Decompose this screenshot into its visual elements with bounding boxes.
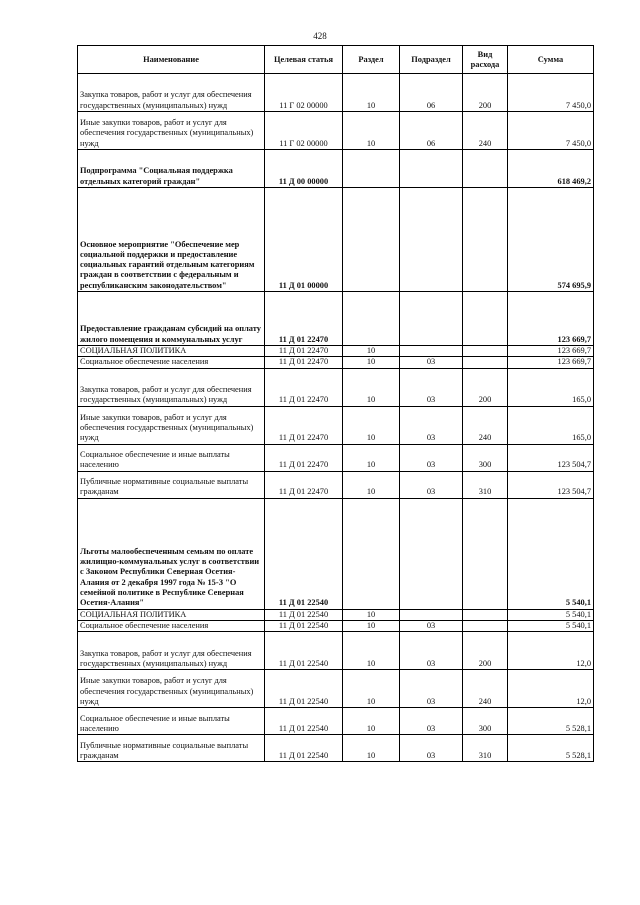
cell-sum: 123 504,7 xyxy=(508,444,594,471)
cell-subsection: 03 xyxy=(400,735,463,762)
table-row xyxy=(78,346,594,357)
table-row xyxy=(78,74,594,112)
cell-type: 310 xyxy=(463,735,508,762)
cell-section xyxy=(343,292,400,346)
cell-code: 11 Д 01 00000 xyxy=(265,188,343,292)
cell-type xyxy=(463,620,508,631)
cell-section: 10 xyxy=(343,74,400,112)
cell-name: Закупка товаров, работ и услуг для обеспечения государственных (муниципальных) нужд xyxy=(78,632,265,670)
cell-code: 11 Д 01 22540 xyxy=(265,708,343,735)
cell-subsection xyxy=(400,292,463,346)
cell-code: 11 Д 01 22540 xyxy=(265,670,343,708)
cell-subsection: 03 xyxy=(400,670,463,708)
table-row xyxy=(78,670,594,708)
cell-code: 11 Д 01 22470 xyxy=(265,368,343,406)
table-row xyxy=(78,292,594,346)
cell-section: 10 xyxy=(343,368,400,406)
cell-type xyxy=(463,357,508,368)
cell-name: Публичные нормативные социальные выплаты гражданам xyxy=(78,735,265,762)
cell-code: 11 Д 01 22540 xyxy=(265,735,343,762)
cell-name: Социальное обеспечение и иные выплаты населению xyxy=(78,708,265,735)
cell-sum: 123 504,7 xyxy=(508,471,594,498)
cell-type: 240 xyxy=(463,406,508,444)
cell-subsection: 03 xyxy=(400,632,463,670)
cell-section: 10 xyxy=(343,609,400,620)
cell-name: Основное мероприятие "Обеспечение мер социальной поддержки и предоставление социальных гарантий отдельным категориям граждан в соответствии с федеральным и республиканским законодательством" xyxy=(78,188,265,292)
cell-type: 200 xyxy=(463,368,508,406)
cell-sum: 5 540,1 xyxy=(508,609,594,620)
cell-sum: 5 528,1 xyxy=(508,708,594,735)
cell-subsection: 03 xyxy=(400,620,463,631)
table-row xyxy=(78,188,594,292)
cell-sum: 7 450,0 xyxy=(508,112,594,150)
cell-subsection: 03 xyxy=(400,471,463,498)
table-row xyxy=(78,620,594,631)
table-row xyxy=(78,609,594,620)
cell-section xyxy=(343,150,400,188)
cell-subsection xyxy=(400,498,463,609)
cell-code: 11 Д 01 22470 xyxy=(265,346,343,357)
header-code: Целевая статья xyxy=(265,46,343,74)
page-number: 428 xyxy=(313,31,327,41)
cell-type: 240 xyxy=(463,670,508,708)
cell-code: 11 Д 01 22540 xyxy=(265,498,343,609)
cell-name: Закупка товаров, работ и услуг для обеспечения государственных (муниципальных) нужд xyxy=(78,74,265,112)
budget-table xyxy=(77,45,594,762)
header-subsection: Подраздел xyxy=(400,46,463,74)
cell-code: 11 Д 01 22470 xyxy=(265,357,343,368)
cell-section: 10 xyxy=(343,735,400,762)
cell-type xyxy=(463,609,508,620)
cell-code: 11 Г 02 00000 xyxy=(265,74,343,112)
cell-subsection: 03 xyxy=(400,444,463,471)
cell-sum: 5 540,1 xyxy=(508,498,594,609)
cell-type xyxy=(463,346,508,357)
cell-name: Льготы малообеспеченным семьям по оплате жилищно-коммунальных услуг в соответствии с Законом Республики Северная Осетия-Алания от 2 декабря 1997 года № 15-З "О семейной политике в Республике Северная Осетия-Алания" xyxy=(78,498,265,609)
cell-type: 200 xyxy=(463,632,508,670)
cell-code: 11 Д 01 22470 xyxy=(265,471,343,498)
cell-sum: 618 469,2 xyxy=(508,150,594,188)
table-row xyxy=(78,498,594,609)
cell-type: 310 xyxy=(463,471,508,498)
cell-sum: 123 669,7 xyxy=(508,292,594,346)
cell-section: 10 xyxy=(343,471,400,498)
cell-sum: 165,0 xyxy=(508,368,594,406)
cell-sum: 12,0 xyxy=(508,632,594,670)
cell-sum: 5 528,1 xyxy=(508,735,594,762)
table-row xyxy=(78,444,594,471)
cell-name: Социальное обеспечение населения xyxy=(78,620,265,631)
table-row xyxy=(78,357,594,368)
table-row xyxy=(78,708,594,735)
cell-section: 10 xyxy=(343,708,400,735)
cell-type: 300 xyxy=(463,444,508,471)
cell-subsection: 03 xyxy=(400,368,463,406)
cell-type xyxy=(463,498,508,609)
header-section: Раздел xyxy=(343,46,400,74)
cell-code: 11 Г 02 00000 xyxy=(265,112,343,150)
cell-subsection xyxy=(400,188,463,292)
cell-name: Закупка товаров, работ и услуг для обеспечения государственных (муниципальных) нужд xyxy=(78,368,265,406)
cell-name: Предоставление гражданам субсидий на оплату жилого помещения и коммунальных услуг xyxy=(78,292,265,346)
cell-section xyxy=(343,188,400,292)
cell-type xyxy=(463,292,508,346)
cell-section: 10 xyxy=(343,406,400,444)
cell-code: 11 Д 01 22470 xyxy=(265,444,343,471)
cell-name: Социальное обеспечение населения xyxy=(78,357,265,368)
cell-code: 11 Д 01 22540 xyxy=(265,632,343,670)
cell-name: Публичные нормативные социальные выплаты гражданам xyxy=(78,471,265,498)
cell-sum: 574 695,9 xyxy=(508,188,594,292)
cell-code: 11 Д 00 00000 xyxy=(265,150,343,188)
cell-section xyxy=(343,498,400,609)
cell-section: 10 xyxy=(343,346,400,357)
cell-subsection xyxy=(400,150,463,188)
cell-code: 11 Д 01 22470 xyxy=(265,292,343,346)
cell-name: СОЦИАЛЬНАЯ ПОЛИТИКА xyxy=(78,609,265,620)
cell-subsection: 06 xyxy=(400,112,463,150)
cell-type: 240 xyxy=(463,112,508,150)
header-sum: Сумма xyxy=(508,46,594,74)
cell-name: Социальное обеспечение и иные выплаты населению xyxy=(78,444,265,471)
cell-name: СОЦИАЛЬНАЯ ПОЛИТИКА xyxy=(78,346,265,357)
cell-subsection: 03 xyxy=(400,357,463,368)
cell-section: 10 xyxy=(343,357,400,368)
table-body xyxy=(78,74,594,762)
cell-code: 11 Д 01 22470 xyxy=(265,406,343,444)
cell-sum: 123 669,7 xyxy=(508,346,594,357)
cell-subsection: 06 xyxy=(400,74,463,112)
cell-type xyxy=(463,150,508,188)
cell-sum: 5 540,1 xyxy=(508,620,594,631)
cell-subsection: 03 xyxy=(400,708,463,735)
cell-sum: 123 669,7 xyxy=(508,357,594,368)
cell-subsection: 03 xyxy=(400,406,463,444)
cell-subsection xyxy=(400,346,463,357)
cell-section: 10 xyxy=(343,444,400,471)
cell-sum: 12,0 xyxy=(508,670,594,708)
table-header-row xyxy=(78,46,594,74)
cell-subsection xyxy=(400,609,463,620)
cell-name: Иные закупки товаров, работ и услуг для обеспечения государственных (муниципальных) нужд xyxy=(78,670,265,708)
cell-name: Иные закупки товаров, работ и услуг для обеспечения государственных (муниципальных) нужд xyxy=(78,406,265,444)
cell-code: 11 Д 01 22540 xyxy=(265,609,343,620)
table-row xyxy=(78,735,594,762)
cell-name: Подпрограмма "Социальная поддержка отдельных категорий граждан" xyxy=(78,150,265,188)
table-row xyxy=(78,471,594,498)
cell-type xyxy=(463,188,508,292)
cell-sum: 7 450,0 xyxy=(508,74,594,112)
cell-type: 200 xyxy=(463,74,508,112)
cell-section: 10 xyxy=(343,112,400,150)
header-name: Наименование xyxy=(78,46,265,74)
table-row xyxy=(78,150,594,188)
cell-section: 10 xyxy=(343,632,400,670)
cell-section: 10 xyxy=(343,620,400,631)
cell-name: Иные закупки товаров, работ и услуг для обеспечения государственных (муниципальных) нужд xyxy=(78,112,265,150)
table-row xyxy=(78,632,594,670)
table-row xyxy=(78,406,594,444)
cell-type: 300 xyxy=(463,708,508,735)
cell-code: 11 Д 01 22540 xyxy=(265,620,343,631)
table-row xyxy=(78,112,594,150)
cell-sum: 165,0 xyxy=(508,406,594,444)
header-type: Вид расхода xyxy=(463,46,508,74)
cell-section: 10 xyxy=(343,670,400,708)
table-row xyxy=(78,368,594,406)
